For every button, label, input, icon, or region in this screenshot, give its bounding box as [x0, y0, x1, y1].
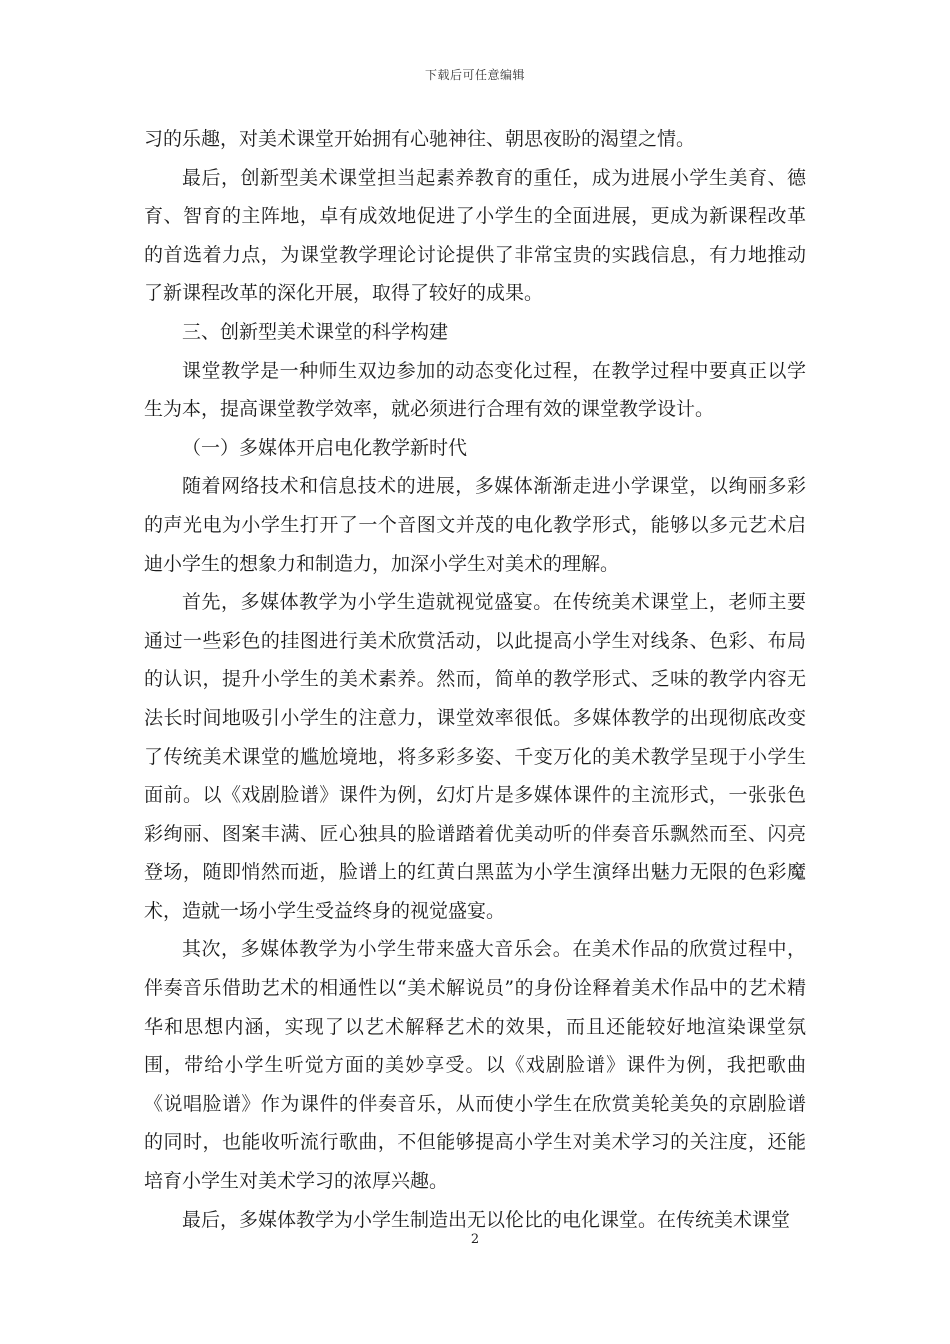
body-text	[144, 120, 806, 1239]
paragraph: 随着网络技术和信息技术的进展，多媒体渐渐走进小学课堂，以绚丽多彩的声光电为小学生打开了一个音图文并茂的电化教学形式，能够以多元艺术启迪小学生的想象力和制造力，加深小学生对美术的理解。	[144, 475, 806, 575]
subsection-heading: （一）多媒体开启电化教学新时代	[182, 436, 468, 459]
paragraph: 最后，创新型美术课堂担当起素养教育的重任，成为进展小学生美育、德育、智育的主阵地，卓有成效地促进了小学生的全面进展，更成为新课程改革的首选着力点，为课堂教学理论讨论提供了非常宝贵的实践信息，有力地推动了新课程改革的深化开展，取得了较好的成果。	[144, 166, 806, 305]
paragraph: 其次，多媒体教学为小学生带来盛大音乐会。在美术作品的欣赏过程中，伴奏音乐借助艺术的相通性以“美术解说员”的身份诠释着美术作品中的艺术精华和思想内涵，实现了以艺术解释艺术的效果，而且还能较好地渲染课堂氛围，带给小学生听觉方面的美妙享受。以《戏剧脸谱》课件为例，我把歌曲《说唱脸谱》作为课件的伴奏音乐，从而使小学生在欣赏美轮美奂的京剧脸谱的同时，也能收听流行歌曲，不但能够提高小学生对美术学习的关注度，还能培育小学生对美术学习的浓厚兴趣。	[144, 938, 806, 1193]
section-heading: 三、创新型美术课堂的科学构建	[182, 320, 449, 343]
page-header: 下载后可任意编辑	[424, 68, 525, 82]
paragraph: 最后，多媒体教学为小学生制造出无以伦比的电化课堂。在传统美术课堂	[182, 1208, 791, 1231]
page-number: 2	[470, 1232, 480, 1247]
paragraph: 首先，多媒体教学为小学生造就视觉盛宴。在传统美术课堂上，老师主要通过一些彩色的挂图进行美术欣赏活动，以此提高小学生对线条、色彩、布局的认识，提升小学生的美术素养。然而，简单的教学形式、乏味的教学内容无法长时间地吸引小学生的注意力，课堂效率很低。多媒体教学的出现彻底改变了传统美术课堂的尴尬境地，将多彩多姿、千变万化的美术教学呈现于小学生面前。以《戏剧脸谱》课件为例，幻灯片是多媒体课件的主流形式，一张张色彩绚丽、图案丰满、匠心独具的脸谱踏着优美动听的伴奏音乐飘然而至、闪亮登场，随即悄然而逝，脸谱上的红黄白黑蓝为小学生演绎出魅力无限的色彩魔术，造就一场小学生受益终身的视觉盛宴。	[144, 591, 806, 922]
paragraph: 习的乐趣，对美术课堂开始拥有心驰神往、朝思夜盼的渴望之情。	[144, 128, 696, 150]
paragraph: 课堂教学是一种师生双边参加的动态变化过程，在教学过程中要真正以学生为本，提高课堂教学效率，就必须进行合理有效的课堂教学设计。	[144, 359, 806, 421]
